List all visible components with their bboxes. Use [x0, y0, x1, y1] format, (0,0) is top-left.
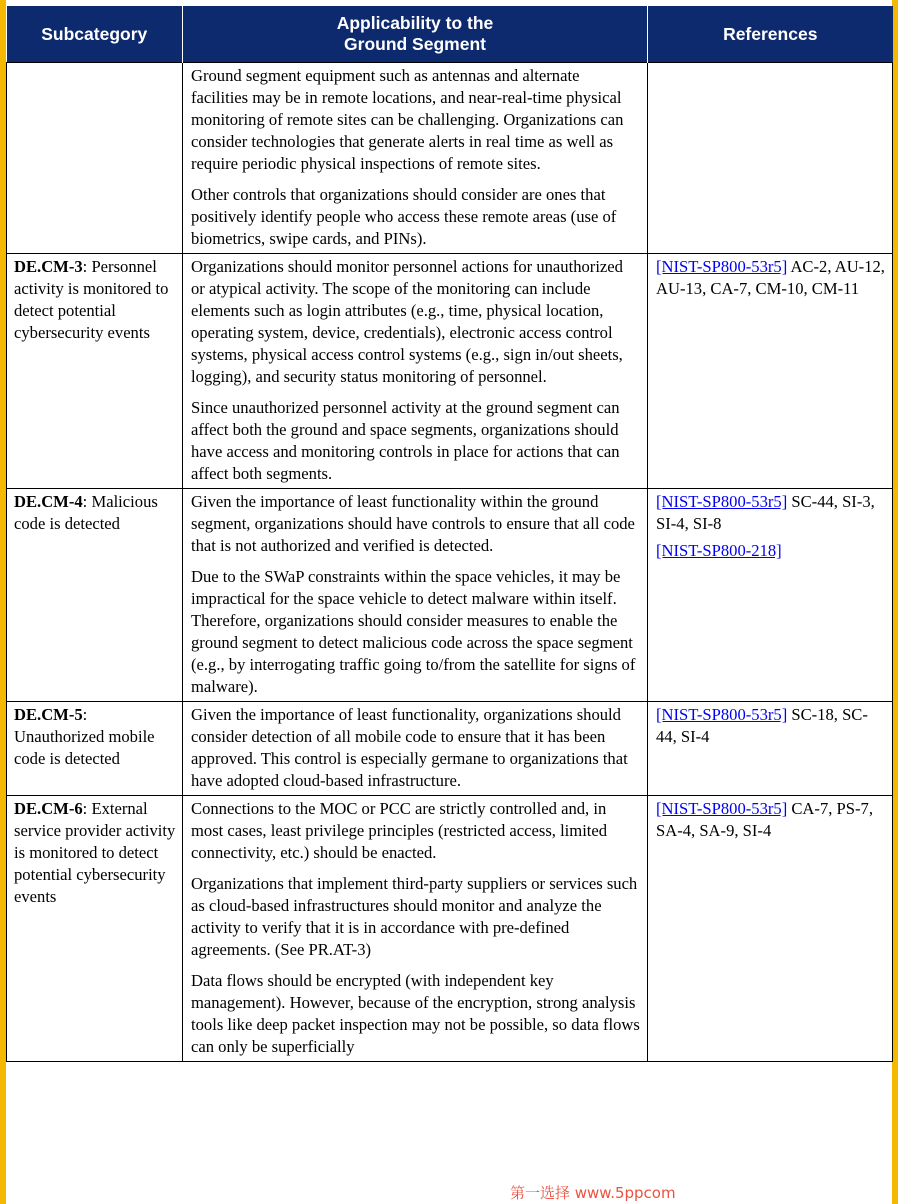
reference-controls: SC-18, SC-44, SI-4 [656, 705, 868, 746]
table-row [7, 489, 893, 702]
applicability-paragraph: Connections to the MOC or PCC are strictly controlled and, in most cases, least privilege principles (restricted access, limited connectivity, etc.) should be enacted. [191, 799, 608, 862]
applicability-cell [183, 254, 648, 489]
table-body [7, 63, 893, 1062]
applicability-paragraph: Organizations that implement third-party suppliers or services such as cloud-based infrastructures should monitor and analyze the activity to verify that it is in accordance with pre-defined agreements. (See PR.AT-3) [191, 874, 638, 959]
applicability-paragraph: Since unauthorized personnel activity at the ground segment can affect both the ground and space segments, organizations should have access and monitoring controls in place for actions that can affect both segments. [191, 398, 620, 483]
applicability-paragraph: Ground segment equipment such as antennas and alternate facilities may be in remote locations, and near-real-time physical monitoring of remote sites can be challenging. Organizations can consider technologies that generate alerts in real time as well as require periodic physical inspections of remote sites. [191, 66, 624, 173]
table-row [7, 63, 893, 254]
applicability-paragraph: Data flows should be encrypted (with independent key management). However, because of the encryption, strong analysis tools like deep packet inspection may not be possible, so data flows can only be superficially [191, 971, 640, 1056]
subcategory-id: DE.CM-3 [14, 257, 83, 276]
references-cell [648, 796, 893, 1062]
applicability-cell [183, 796, 648, 1062]
table-row [7, 796, 893, 1062]
subcategory-id: DE.CM-5 [14, 705, 83, 724]
reference-controls: CA-7, PS-7, SA-4, SA-9, SI-4 [656, 799, 873, 840]
references-cell [648, 702, 893, 796]
reference-controls: AC-2, AU-12, AU-13, CA-7, CM-10, CM-11 [656, 257, 885, 298]
header-applicability-line1: Applicability to the [336, 13, 494, 33]
subcategory-title: External service provider activity is monitored to detect potential cybersecurity events [14, 799, 176, 906]
reference-entry [656, 256, 885, 300]
reference-link[interactable]: [NIST-SP800-53r5] [656, 705, 788, 724]
reference-entry [656, 798, 885, 842]
applicability-cell [183, 489, 648, 702]
subcategory-id: DE.CM-6 [14, 799, 83, 818]
table-header-row [7, 6, 893, 63]
subcategory-cell [7, 63, 183, 254]
applicability-paragraph: Organizations should monitor personnel actions for unauthorized or atypical activity. The scope of the monitoring can include elements such as login attributes (e.g., time, physical location, operating system, device, credentials), electronic access control systems, physical access control systems (e.g., sign in/out sheets, logging), and security status monitoring of personnel. [191, 257, 623, 386]
applicability-paragraph: Given the importance of least functionality, organizations should consider detection of all mobile code to ensure that it has been approved. This control is especially germane to organizations that have adopted cloud-based infrastructure. [191, 705, 628, 790]
reference-link[interactable]: [NIST-SP800-218] [656, 541, 782, 560]
references-cell [648, 489, 893, 702]
subcategory-cell: DE.CM-3: Personnel activity is monitored to detect potential cybersecurity events [7, 254, 183, 489]
header-subcategory: Subcategory [7, 6, 183, 63]
reference-entry [656, 540, 885, 562]
reference-entry [656, 491, 885, 535]
subcategory-cell: DE.CM-5: Unauthorized mobile code is detected [7, 702, 183, 796]
reference-entry [656, 704, 885, 748]
table-row [7, 702, 893, 796]
subcategory-cell: DE.CM-6: External service provider activity is monitored to detect potential cybersecurity events [7, 796, 183, 1062]
subcategory-id: DE.CM-4 [14, 492, 83, 511]
applicability-cell [183, 63, 648, 254]
reference-link[interactable]: [NIST-SP800-53r5] [656, 799, 788, 818]
header-applicability-line2: Ground Segment [344, 34, 486, 54]
subcategory-title: Unauthorized mobile code is detected [14, 727, 155, 768]
header-references: References [648, 6, 893, 63]
applicability-cell [183, 702, 648, 796]
references-cell [648, 63, 893, 254]
reference-link[interactable]: [NIST-SP800-53r5] [656, 492, 788, 511]
reference-controls: SC-44, SI-3, SI-4, SI-8 [656, 492, 875, 533]
subcategory-title: Malicious code is detected [14, 492, 158, 533]
watermark: 第一选择 www.5ppcom [510, 1184, 676, 1202]
references-cell [648, 254, 893, 489]
applicability-paragraph: Other controls that organizations should consider are ones that positively identify people who access these remote areas (use of biometrics, swipe cards, and PINs). [191, 185, 617, 248]
applicability-paragraph: Due to the SWaP constraints within the space vehicles, it may be impractical for the space vehicle to detect malware within itself. Therefore, organizations should consider measures to enable the ground segment to detect malicious code across the space segment (e.g., by interrogating traffic going to/from the satellite for signs of malware). [191, 567, 636, 696]
subcategory-cell: DE.CM-4: Malicious code is detected [7, 489, 183, 702]
applicability-paragraph: Given the importance of least functionality within the ground segment, organizations should have controls to ensure that all code that is not authorized and verified is detected. [191, 492, 635, 555]
subcategory-title: Personnel activity is monitored to detect potential cybersecurity events [14, 257, 169, 342]
ground-segment-table [6, 6, 893, 1062]
table-row [7, 254, 893, 489]
header-applicability [183, 6, 648, 63]
reference-link[interactable]: [NIST-SP800-53r5] [656, 257, 788, 276]
